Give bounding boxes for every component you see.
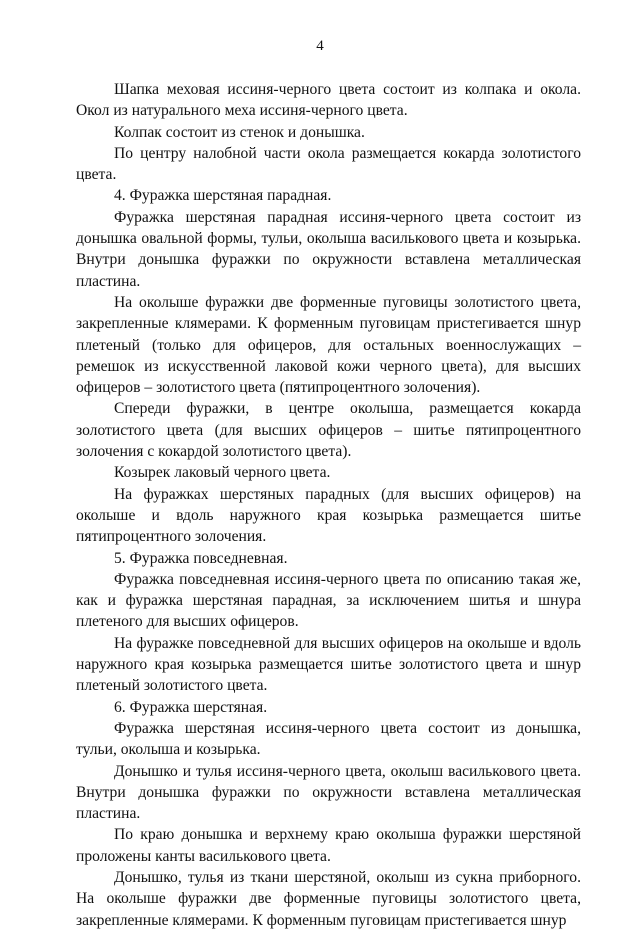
section-heading: 5. Фуражка повседневная. — [114, 549, 288, 567]
paragraph: На фуражках шерстяных парадных (для высших офицеров) на околыше и вдоль наружного края козырька размещается шитье пятипроцентного золочения. — [76, 485, 581, 546]
paragraph: Донышко, тулья из ткани шерстяной, околыш из сукна приборного. На околыше фуражки две форменные пуговицы золотистого цвета, закрепленные клямерами. К форменным пуговицам пристегивается шнур — [76, 868, 581, 929]
paragraph: Фуражка шерстяная парадная иссиня-черного цвета состоит из донышка овальной формы, тульи, околыша василькового цвета и козырька. Внутри донышка фуражки по окружности вставлена металлическая пластина. — [76, 208, 581, 290]
paragraph: Колпак состоит из стенок и донышка. — [114, 123, 365, 141]
paragraph: По центру налобной части окола размещается кокарда золотистого цвета. — [76, 144, 581, 184]
paragraph: Фуражка повседневная иссиня-черного цвета по описанию такая же, как и фуражка шерстяная парадная, за исключением шитья и шнура плетеного для высших офицеров. — [76, 570, 581, 631]
page-number: 4 — [316, 38, 324, 54]
document-body — [76, 79, 581, 931]
paragraph: Фуражка шерстяная иссиня-черного цвета состоит из донышка, тульи, околыша и козырька. — [76, 719, 581, 759]
paragraph: Козырек лаковый черного цвета. — [114, 464, 331, 482]
paragraph: Спереди фуражки, в центре околыша, размещается кокарда золотистого цвета (для высших офицеров – шитье пятипроцентного золочения с кокардой золотистого цвета). — [76, 400, 581, 461]
section-heading: 6. Фуражка шерстяная. — [114, 698, 268, 716]
paragraph: Шапка меховая иссиня-черного цвета состоит из колпака и окола. Окол из натурального меха иссиня-черного цвета. — [76, 81, 581, 120]
paragraph: На фуражке повседневной для высших офицеров на околыше и вдоль наружного края козырька размещается шитье золотистого цвета и шнур плетеный золотистого цвета. — [76, 634, 581, 695]
paragraph: На околыше фуражки две форменные пуговицы золотистого цвета, закрепленные клямерами. К форменным пуговицам пристегивается шнур плетеный (только для офицеров, для остальных военнослужащих – ремешок из искусственной лаковой кожи черного цвета), для высших офицеров – золотистого цвета (пятипроцентного золочения). — [76, 293, 581, 397]
paragraph: По краю донышка и верхнему краю околыша фуражки шерстяной проложены канты василькового цвета. — [76, 826, 581, 865]
section-heading: 4. Фуражка шерстяная парадная. — [114, 187, 332, 205]
paragraph: Донышко и тулья иссиня-черного цвета, околыш василькового цвета. Внутри донышка фуражки по окружности вставлена металлическая пластина. — [76, 762, 581, 823]
